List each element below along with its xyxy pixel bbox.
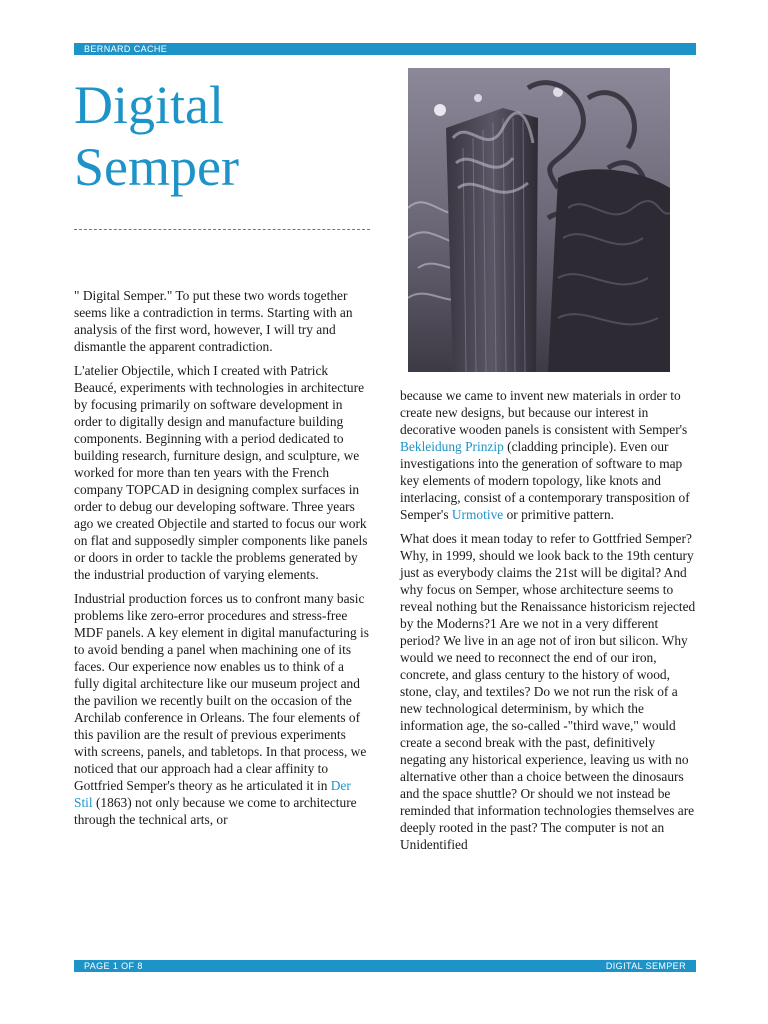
- author-name: BERNARD CACHE: [84, 44, 168, 54]
- running-title: DIGITAL SEMPER: [605, 961, 686, 971]
- pavilion-photo-illustration: [408, 68, 670, 372]
- body-paragraph: What does it mean today to refer to Gottfried Semper? Why, in 1999, should we look back to the 19th century just as everybody claims the 21st will be digital? And why focus on Semper, whose architecture seems to reveal nothing but the Renaissance historicism rejected by the Moderns?1 Are we not in a very different period? We live in an age not of iron but silicon. Why would we need to reconnect the end of our iron, concrete, and glass century to the history of wood, stone, clay, and textiles? Do we not run the risk of a new technological determinism, by which the information age, the so-called -"third wave," would create a second break with the past, definitively negating any historical experience, leaving us with no alternative other than a choice between the dinosaurs and the space shuttle? Or should we not instead be reminded that information technologies themselves are deeply rooted in the past? The computer is not an Unidentified: [400, 531, 696, 852]
- page-number: PAGE 1 OF 8: [84, 961, 143, 971]
- body-column-right: [400, 387, 696, 860]
- title-line-2: Semper: [74, 137, 239, 197]
- body-column-left: [74, 287, 370, 835]
- body-paragraph: " Digital Semper." To put these two words together seems like a contradiction in terms. Starting with an analysis of the first word, however, I will try and dismantle the apparent contradiction.: [74, 288, 353, 354]
- article-title: [74, 74, 374, 198]
- body-text: or primitive pattern.: [503, 507, 615, 522]
- urmotive-link[interactable]: Urmotive: [451, 507, 504, 522]
- body-text: Industrial production forces us to confront many basic problems like zero-error procedures and stress-free MDF panels. A key element in digital manufacturing is to avoid bending a panel when machining one of its faces. Our experience now enables us to think of a fully digital architecture like our museum project and the pavilion we recently built on the occasion of the Archilab conference in Orleans. The four elements of this pavilion are the result of previous experiments with screens, panels, and tabletops. In that process, we noticed that our approach had a clear affinity to Gottfried Semper's theory as he articulated it in: [74, 591, 369, 793]
- body-paragraph: [74, 590, 370, 828]
- body-paragraph: [400, 387, 696, 523]
- title-line-1: Digital: [74, 75, 224, 135]
- footer-bar: [74, 960, 696, 972]
- header-bar: [74, 43, 696, 55]
- pavilion-photo: [408, 68, 670, 372]
- bekleidung-prinzip-link[interactable]: Bekleidung Prinzip: [400, 439, 504, 454]
- body-paragraph: L'atelier Objectile, which I created with Patrick Beaucé, experiments with technologies in architecture by focusing primarily on software development in order to digitally design and manufacture building components. Beginning with a period dedicated to building research, furniture design, and sculpture, we worked for more than ten years with the French company TOPCAD in designing complex surfaces in order to debug our developing software. Three years ago we created Objectile and started to focus our work on flat and supposedly simpler components like panels or doors in order to tackle the problems generated by the industrial production of varying elements.: [74, 363, 368, 582]
- title-divider: [74, 229, 370, 230]
- body-text: (cladding principle). Even our investigations into the generation of software to map key elements of modern topology, like knots and interlacing, consist of a contemporary transposition of Semper's: [400, 439, 690, 522]
- der-stil-link[interactable]: Der Stil: [74, 778, 351, 810]
- body-text: because we came to invent new materials in order to create new designs, but because our interest in decorative wooden panels is consistent with Semper's: [400, 388, 688, 437]
- body-text: (1863) not only because we come to architecture through the technical arts, or: [74, 795, 357, 827]
